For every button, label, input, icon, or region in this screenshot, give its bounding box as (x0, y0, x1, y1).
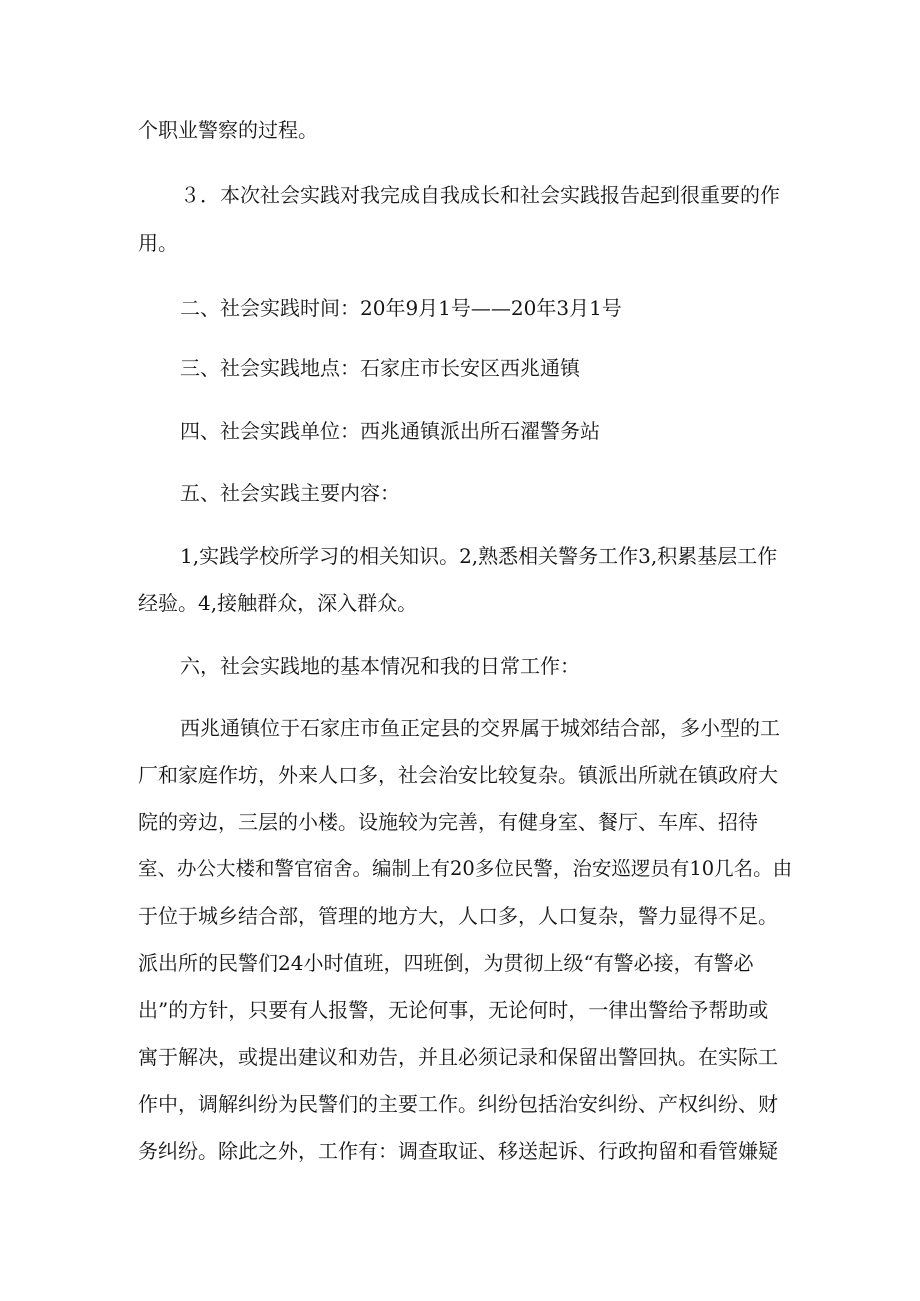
text-line: 西兆通镇位于石家庄市鱼正定县的交界属于城郊结合部，多小型的工 (180, 716, 780, 740)
text-line: 务纠纷。除此之外，工作有：调查取证、移送起诉、行政拘留和看管嫌疑 (138, 1139, 778, 1163)
text-line: ３．本次社会实践对我完成自我成长和社会实践报告起到很重要的作 (180, 183, 780, 207)
text-line: 院的旁边，三层的小楼。设施较为完善，有健身室、餐厅、车库、招待 (138, 810, 758, 834)
text-line: 寓于解决，或提出建议和劝告，并且必须记录和保留出警回执。在实际工 (138, 1045, 778, 1069)
text-line: 经验。4,接触群众，深入群众。 (138, 591, 418, 615)
text-line: 个职业警察的过程。 (138, 118, 318, 142)
text-line: 三、社会实践地点：石家庄市长安区西兆通镇 (180, 356, 580, 380)
text-line: 派出所的民警们24小时值班，四班倒，为贯彻上级“有警必接，有警必 (138, 951, 754, 975)
text-line: 室、办公大楼和警官宿舍。编制上有20多位民警，治安巡逻员有10几名。由 (138, 857, 793, 880)
text-line: 四、社会实践单位：西兆通镇派出所石濯警务站 (180, 419, 600, 443)
text-line: 于位于城乡结合部，管理的地方大，人口多，人口复杂，警力显得不足。 (138, 904, 778, 928)
text-line: 二、社会实践时间：20年9月1号——20年3月1号 (180, 296, 622, 320)
text-line: 五、社会实践主要内容： (180, 481, 400, 505)
text-line: 作中，调解纠纷为民警们的主要工作。纠纷包括治安纠纷、产权纠纷、财 (138, 1092, 778, 1116)
text-line: 出”的方针，只要有人报警，无论何事，无论何时，一律出警给予帮助或 (138, 998, 769, 1022)
text-line: 厂和家庭作坊，外来人口多，社会治安比较复杂。镇派出所就在镇政府大 (138, 763, 778, 787)
text-line: 用。 (138, 231, 178, 255)
text-line: 1,实践学校所学习的相关知识。2,熟悉相关警务工作3,积累基层工作 (180, 544, 778, 568)
text-line: 六，社会实践地的基本情况和我的日常工作： (180, 654, 580, 678)
